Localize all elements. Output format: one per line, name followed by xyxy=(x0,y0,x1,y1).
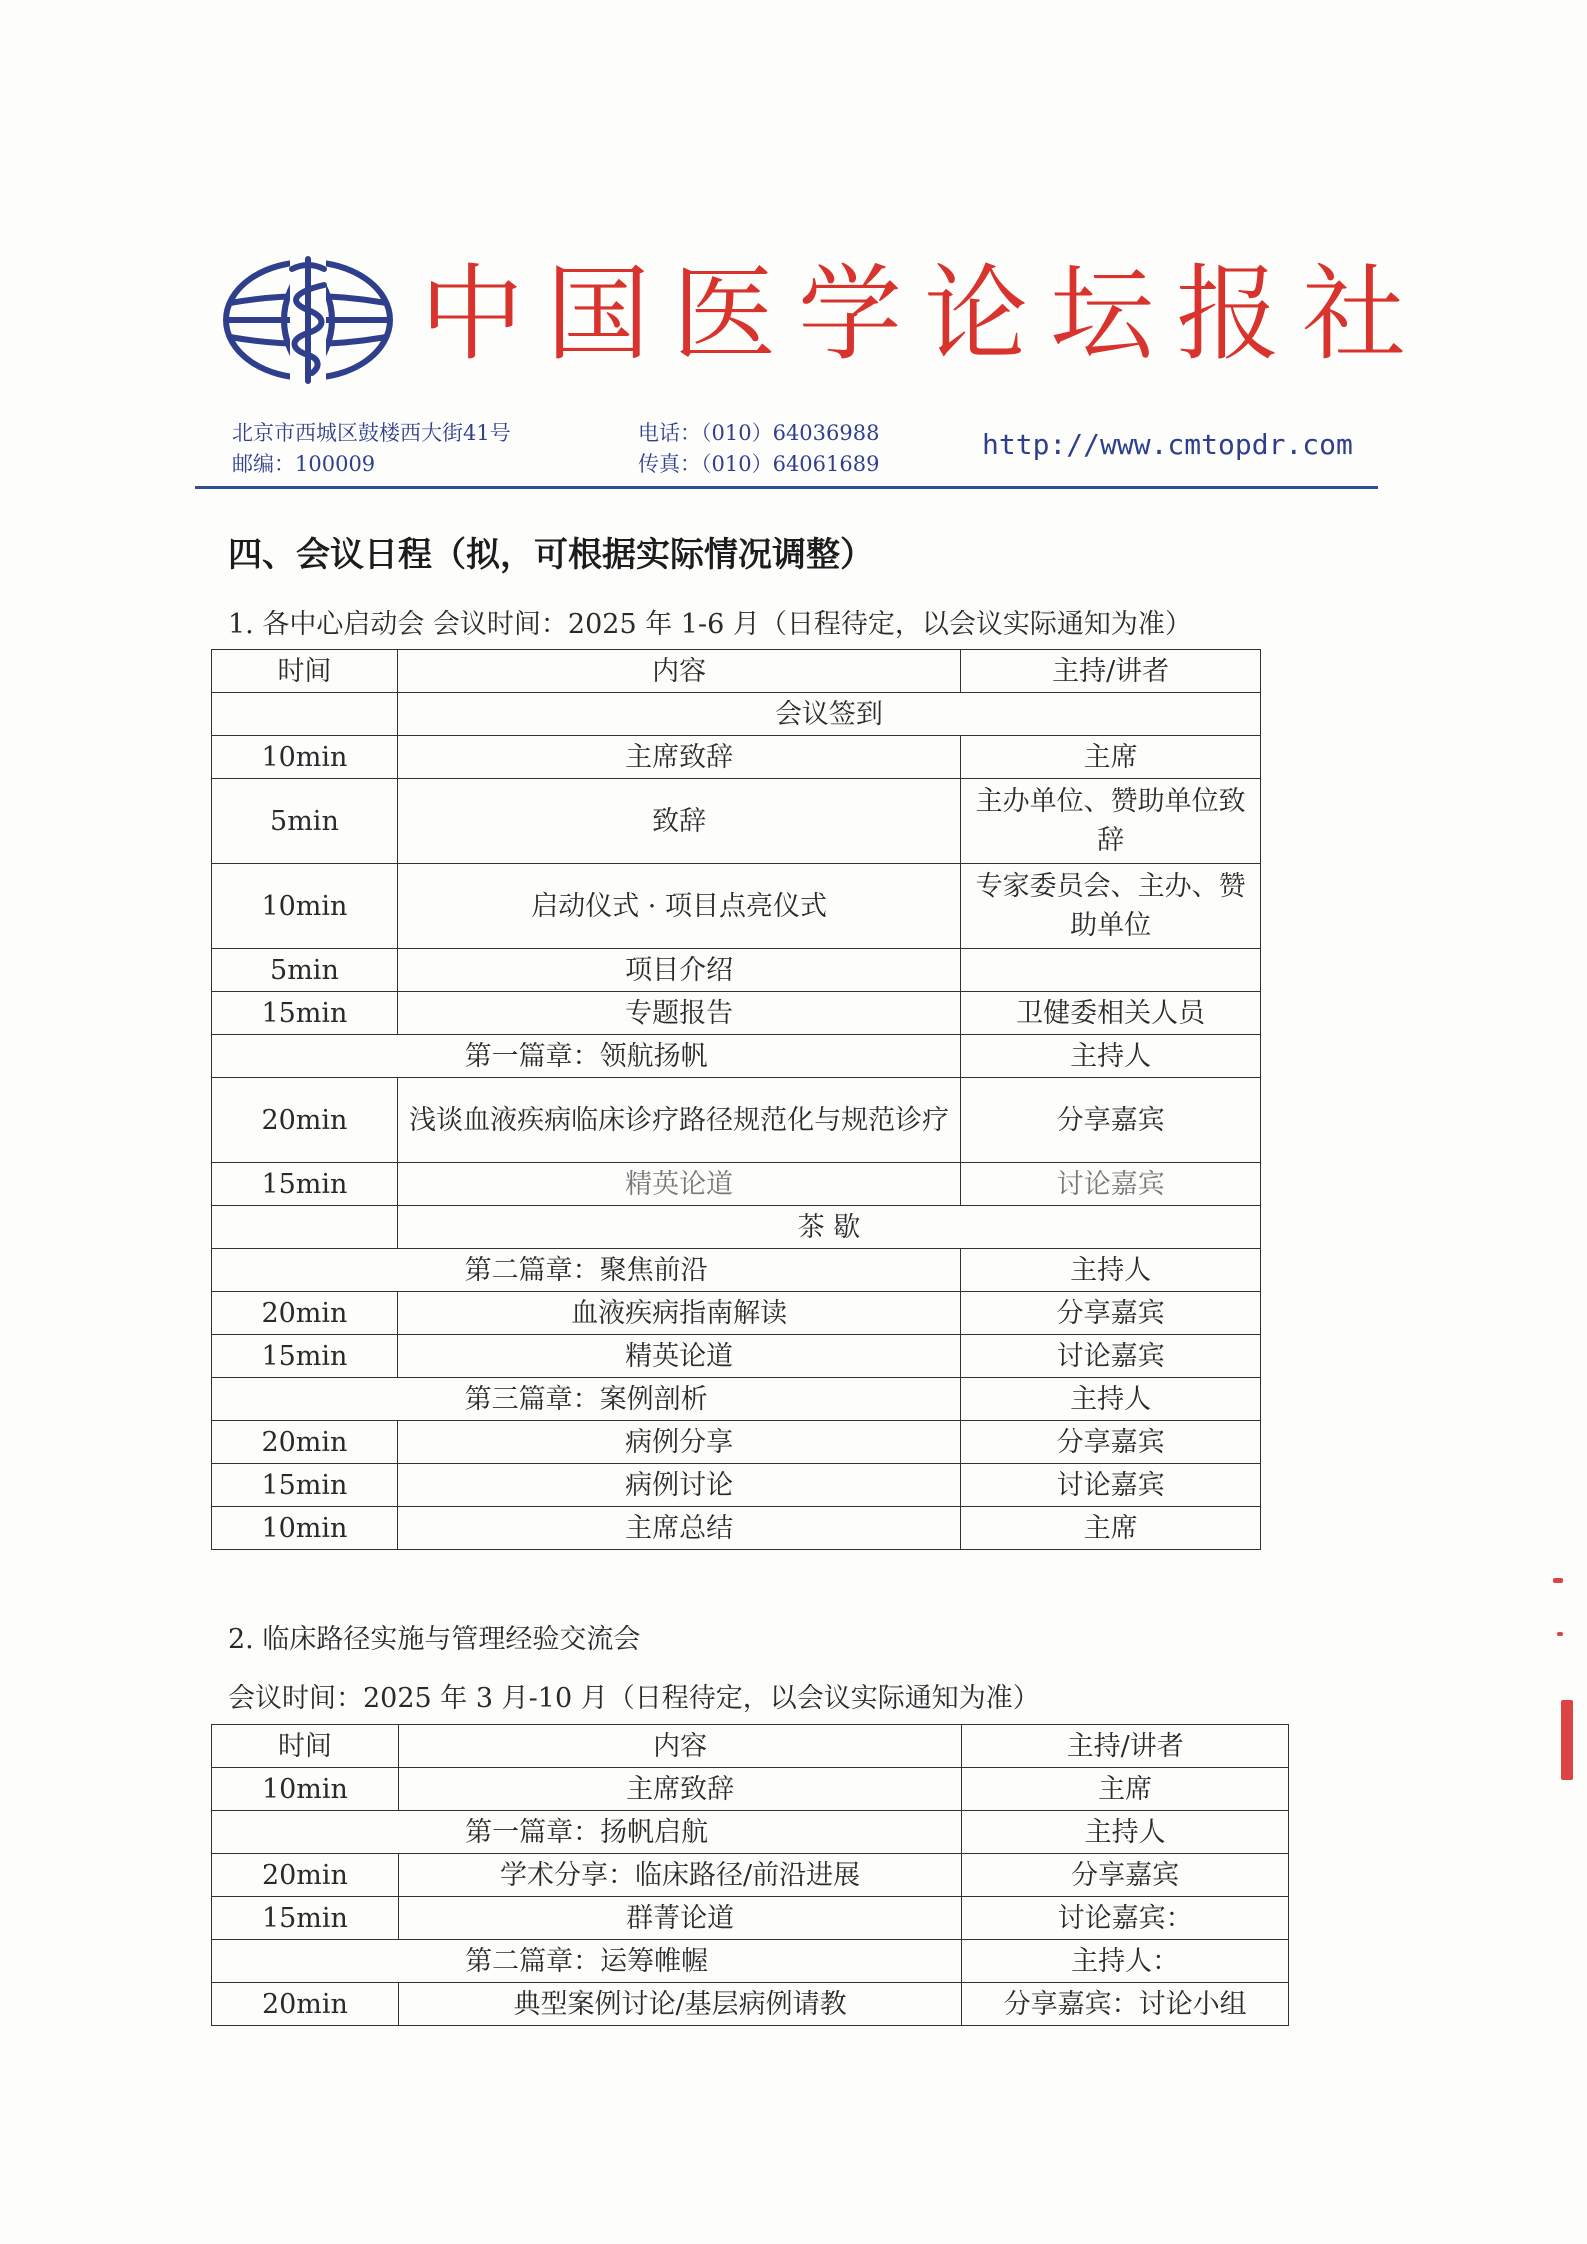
cell-host: 分享嘉宾：讨论小组 xyxy=(962,1983,1289,2026)
cell-host: 分享嘉宾 xyxy=(962,1854,1289,1897)
table-row xyxy=(212,1768,1289,1811)
cell-host: 讨论嘉宾 xyxy=(961,1335,1261,1378)
table-row xyxy=(212,1854,1289,1897)
table-row xyxy=(212,1163,1261,1206)
table-header-row xyxy=(212,650,1261,693)
stamp-edge-mark xyxy=(1557,1632,1563,1636)
table-row xyxy=(212,1421,1261,1464)
stamp-edge-mark xyxy=(1561,1700,1573,1780)
cell-content: 典型案例讨论/基层病例请教 xyxy=(398,1983,961,2026)
cell-time: 10min xyxy=(212,736,398,779)
column-header-content: 内容 xyxy=(398,1725,961,1768)
cell-content: 群菁论道 xyxy=(398,1897,961,1940)
cell-time: 5min xyxy=(212,949,398,992)
table-row-chapter xyxy=(212,1249,1261,1292)
table-row xyxy=(212,949,1261,992)
cell-time: 10min xyxy=(212,864,398,949)
cell-time: 10min xyxy=(212,1507,398,1550)
cell-host: 主持人 xyxy=(961,1249,1261,1292)
meeting2-schedule-table xyxy=(211,1724,1289,2026)
cell-time: 20min xyxy=(212,1421,398,1464)
cell-chapter-title: 第一篇章：领航扬帆 xyxy=(212,1035,961,1078)
cell-content: 主席总结 xyxy=(397,1507,960,1550)
table-header-row xyxy=(212,1725,1289,1768)
table-row xyxy=(212,1335,1261,1378)
table-row xyxy=(212,1464,1261,1507)
address: 北京市西城区鼓楼西大街41号 xyxy=(232,421,511,445)
table-row xyxy=(212,864,1261,949)
website-url: http://www.cmtopdr.com xyxy=(982,428,1353,461)
meeting2-heading: 2. 临床路径实施与管理经验交流会 xyxy=(228,1624,641,1655)
cell-time xyxy=(212,693,398,736)
cell-content: 病例讨论 xyxy=(397,1464,960,1507)
column-header-host: 主持/讲者 xyxy=(961,650,1261,693)
cell-chapter-title: 第二篇章：聚焦前沿 xyxy=(212,1249,961,1292)
section-title: 四、会议日程（拟，可根据实际情况调整） xyxy=(228,535,874,575)
cell-time: 20min xyxy=(212,1983,399,2026)
table-row xyxy=(212,1078,1261,1163)
cell-time: 15min xyxy=(212,1897,399,1940)
table-row xyxy=(212,992,1261,1035)
column-header-content: 内容 xyxy=(397,650,960,693)
cell-time xyxy=(212,1206,398,1249)
cell-host: 主席 xyxy=(961,1507,1261,1550)
cell-content: 学术分享：临床路径/前沿进展 xyxy=(398,1854,961,1897)
organization-name: 中国医学论坛报社 xyxy=(420,253,1429,375)
cell-host: 讨论嘉宾： xyxy=(962,1897,1289,1940)
column-header-host: 主持/讲者 xyxy=(962,1725,1289,1768)
cell-time: 5min xyxy=(212,779,398,864)
contact-phone-block xyxy=(638,418,879,480)
cell-host: 分享嘉宾 xyxy=(961,1078,1261,1163)
cell-content: 茶 歇 xyxy=(397,1206,1260,1249)
cell-time: 10min xyxy=(212,1768,399,1811)
table-row-chapter xyxy=(212,1811,1289,1854)
cell-host: 主持人 xyxy=(961,1378,1261,1421)
table-row xyxy=(212,1983,1289,2026)
table-row xyxy=(212,693,1261,736)
cell-host: 讨论嘉宾 xyxy=(961,1464,1261,1507)
cell-time: 15min xyxy=(212,1163,398,1206)
cell-time: 20min xyxy=(212,1292,398,1335)
cell-time: 20min xyxy=(212,1854,399,1897)
meeting1-heading: 1. 各中心启动会 会议时间：2025 年 1-6 月（日程待定，以会议实际通知为准） xyxy=(228,609,1192,640)
table-row xyxy=(212,779,1261,864)
cell-host: 分享嘉宾 xyxy=(961,1421,1261,1464)
stamp-edge-mark xyxy=(1553,1578,1563,1583)
cell-chapter-title: 第三篇章：案例剖析 xyxy=(212,1378,961,1421)
cell-content: 会议签到 xyxy=(397,693,1260,736)
letterhead-divider xyxy=(195,486,1378,489)
column-header-time: 时间 xyxy=(212,650,398,693)
cell-chapter-title: 第一篇章：扬帆启航 xyxy=(212,1811,962,1854)
cell-content: 精英论道 xyxy=(397,1335,960,1378)
table-row xyxy=(212,736,1261,779)
table-row-chapter xyxy=(212,1378,1261,1421)
fax-number: 传真：（010）64061689 xyxy=(638,452,880,476)
table-row xyxy=(212,1507,1261,1550)
cell-host: 主持人 xyxy=(962,1811,1289,1854)
cell-host: 主办单位、赞助单位致辞 xyxy=(961,779,1261,864)
table-row-chapter xyxy=(212,1940,1289,1983)
cell-content: 主席致辞 xyxy=(397,736,960,779)
cell-time: 20min xyxy=(212,1078,398,1163)
meeting1-schedule-table xyxy=(211,649,1261,1550)
phone-number: 电话：（010）64036988 xyxy=(638,421,880,445)
cell-content: 浅谈血液疾病临床诊疗路径规范化与规范诊疗 xyxy=(397,1078,960,1163)
cell-chapter-title: 第二篇章：运筹帷幄 xyxy=(212,1940,962,1983)
postcode: 邮编：100009 xyxy=(232,452,376,476)
cell-host: 主持人： xyxy=(962,1940,1289,1983)
contact-address-block xyxy=(232,418,511,480)
globe-caduceus-logo-icon xyxy=(220,255,396,385)
cell-host: 分享嘉宾 xyxy=(961,1292,1261,1335)
cell-content: 病例分享 xyxy=(397,1421,960,1464)
cell-time: 15min xyxy=(212,1335,398,1378)
cell-content: 启动仪式 · 项目点亮仪式 xyxy=(397,864,960,949)
cell-host: 主席 xyxy=(961,736,1261,779)
meeting2-time-line: 会议时间：2025 年 3 月-10 月（日程待定，以会议实际通知为准） xyxy=(228,1683,1040,1714)
cell-host: 卫健委相关人员 xyxy=(961,992,1261,1035)
column-header-time: 时间 xyxy=(212,1725,399,1768)
cell-time: 15min xyxy=(212,1464,398,1507)
cell-content: 主席致辞 xyxy=(398,1768,961,1811)
cell-content: 项目介绍 xyxy=(397,949,960,992)
table-row-chapter xyxy=(212,1035,1261,1078)
cell-content: 专题报告 xyxy=(397,992,960,1035)
table-row xyxy=(212,1292,1261,1335)
cell-host: 主持人 xyxy=(961,1035,1261,1078)
table-row xyxy=(212,1897,1289,1940)
table-row xyxy=(212,1206,1261,1249)
cell-host xyxy=(961,949,1261,992)
cell-content: 精英论道 xyxy=(397,1163,960,1206)
cell-time: 15min xyxy=(212,992,398,1035)
cell-host: 专家委员会、主办、赞助单位 xyxy=(961,864,1261,949)
cell-content: 血液疾病指南解读 xyxy=(397,1292,960,1335)
cell-content: 致辞 xyxy=(397,779,960,864)
cell-host: 主席 xyxy=(962,1768,1289,1811)
cell-host: 讨论嘉宾 xyxy=(961,1163,1261,1206)
